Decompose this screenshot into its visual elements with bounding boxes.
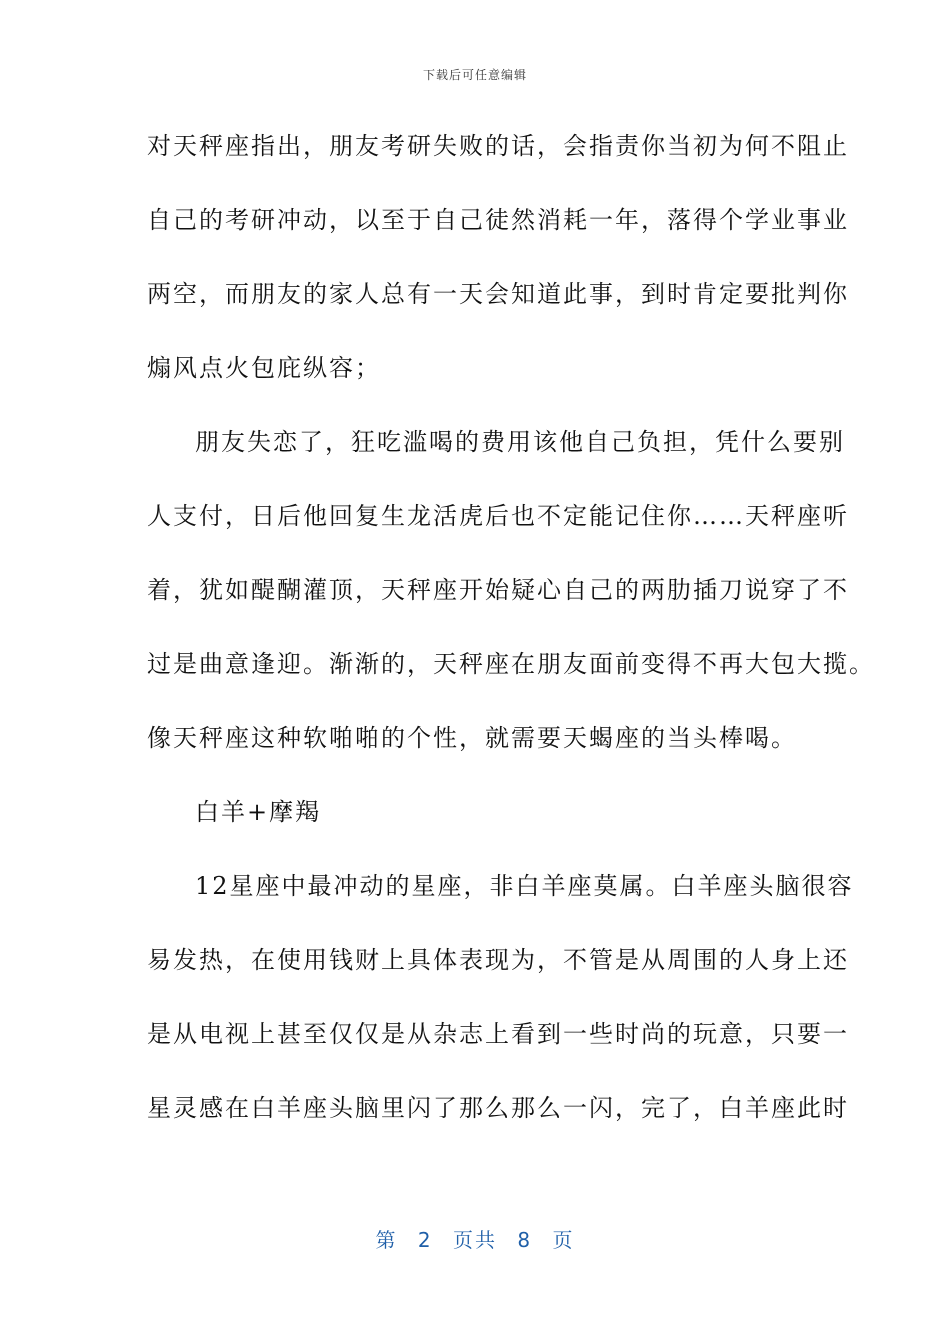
section-heading: 白羊+摩羯: [195, 798, 322, 826]
footer-prefix: 第: [375, 1228, 398, 1252]
text-line: 对天秤座指出，朋友考研失败的话，会指责你当初为何不阻止: [147, 132, 849, 160]
text-line: 星灵感在白羊座头脑里闪了那么那么一闪，完了，白羊座此时: [147, 1094, 849, 1122]
header-note: 下载后可任意编辑: [422, 68, 527, 82]
text-line: 过是曲意逢迎。渐渐的，天秤座在朋友面前变得不再大包大揽。: [147, 650, 875, 678]
footer-page-number: 2: [417, 1228, 433, 1252]
footer-total-pages: 8: [517, 1228, 533, 1252]
text-line: 煽风点火包庇纵容；: [147, 354, 381, 382]
document-body: [147, 120, 875, 1156]
text-line: 两空，而朋友的家人总有一天会知道此事，到时肯定要批判你: [147, 280, 849, 308]
text-line: 朋友失恋了，狂吃滥喝的费用该他自己负担，凭什么要别: [195, 428, 845, 456]
footer-suffix: 页: [552, 1228, 575, 1252]
text-line: 像天秤座这种软啪啪的个性，就需要天蝎座的当头棒喝。: [147, 724, 797, 752]
text-line: 是从电视上甚至仅仅是从杂志上看到一些时尚的玩意，只要一: [147, 1020, 849, 1048]
footer-middle: 页共: [453, 1228, 497, 1252]
text-line: 人支付，日后他回复生龙活虎后也不定能记住你……天秤座听: [147, 502, 849, 530]
page-footer: [0, 1224, 950, 1253]
text-line: 着，犹如醍醐灌顶，天秤座开始疑心自己的两肋插刀说穿了不: [147, 576, 849, 604]
text-line: 易发热，在使用钱财上具体表现为，不管是从周围的人身上还: [147, 946, 849, 974]
text-line: 自己的考研冲动，以至于自己徒然消耗一年，落得个学业事业: [147, 206, 849, 234]
text-line: 12星座中最冲动的星座，非白羊座莫属。白羊座头脑很容: [195, 872, 854, 900]
